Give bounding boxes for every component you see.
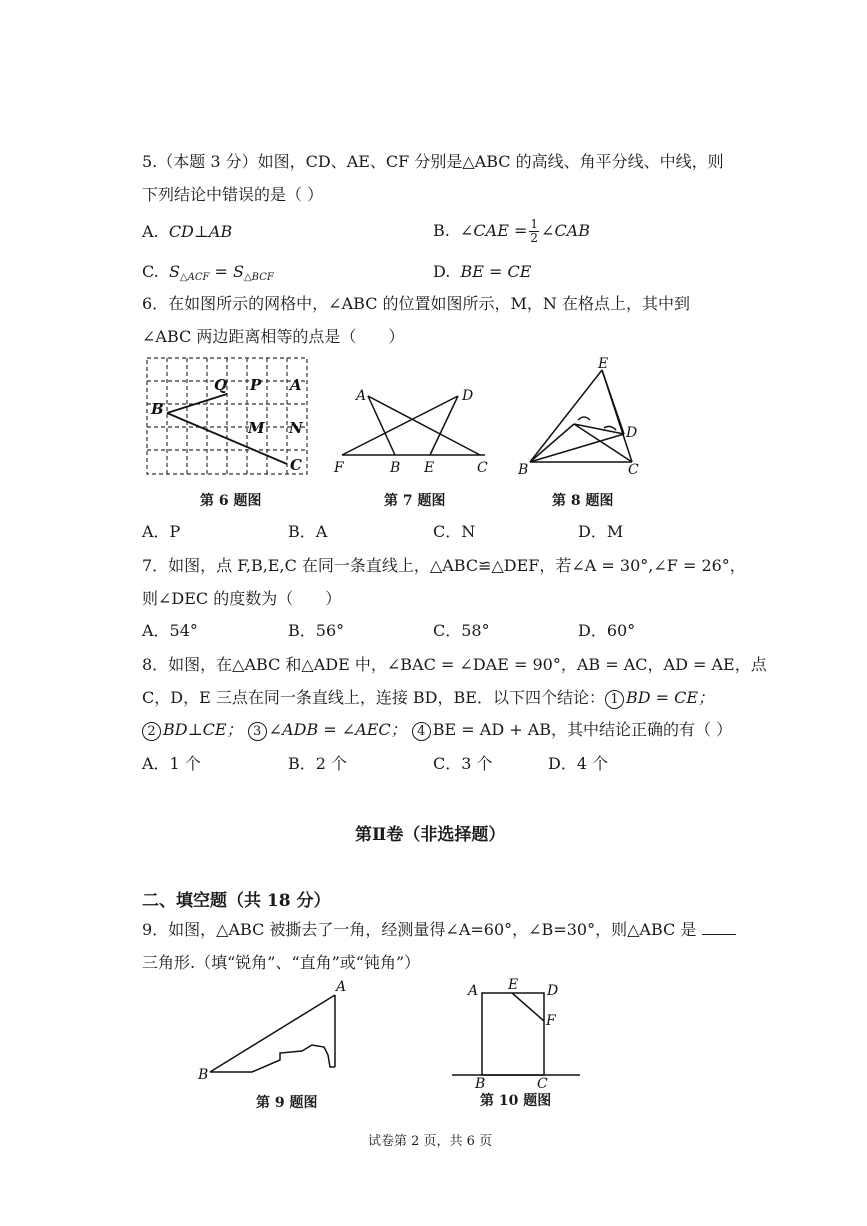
- fig10-label-f: F: [546, 1013, 556, 1029]
- q8-option-c: C．3 个: [433, 754, 493, 773]
- circled-number-1: 1: [605, 690, 624, 709]
- q8-line1: 8．如图，在△ABC 和△ADE 中，∠BAC = ∠DAE = 90°，AB = AC，AD = AE，点: [142, 655, 767, 674]
- q8-option-a: A．1 个: [142, 754, 201, 773]
- q8-line2: C，D，E 三点在同一条直线上，连接 BD，BE．以下四个结论： 1 BD = CE；: [142, 688, 715, 707]
- section-2-title: 第Ⅱ卷（非选择题）: [355, 825, 506, 845]
- fig8-caption: 第 8 题图: [552, 493, 614, 509]
- fig6-label-q: Q: [214, 376, 228, 394]
- q6-option-b: B．A: [288, 522, 328, 541]
- fig6-label-n: N: [289, 419, 303, 437]
- fraction-one-half: $\frac{1}{2}$: [530, 217, 539, 245]
- q6-line2: ∠ABC 两边距离相等的点是（ ）: [142, 327, 405, 346]
- q8-line3: 2 BD⊥CE； 3 ∠ADB = ∠AEC； 4 BE = AD + AB，其中结论正确的有（ ）: [142, 720, 732, 741]
- q7-line2: 则∠DEC 的度数为（ ）: [142, 589, 342, 608]
- fig6-label-b: B: [151, 400, 164, 418]
- q7-option-c: C．58°: [433, 621, 490, 640]
- fig7-label-d: D: [462, 388, 474, 404]
- q9-line2: 三角形.（填“锐角”、“直角”或“钝角”）: [142, 953, 421, 972]
- fig6-label-a: A: [290, 376, 302, 394]
- part-2-title: 二、填空题（共 18 分）: [142, 891, 331, 911]
- q5-option-a: A. CD⊥AB: [142, 222, 233, 241]
- fig7-caption: 第 7 题图: [384, 493, 446, 509]
- q5-option-c: C. $S_{\triangle ACF} = S_{\triangle BCF}$: [142, 262, 274, 283]
- fig9-caption: 第 9 题图: [256, 1095, 318, 1111]
- q5-line2: 下列结论中错误的是（ ）: [142, 185, 324, 204]
- fig7-label-b: B: [390, 460, 401, 476]
- q5-option-b: B. ∠CAE = $\frac{1}{2}$ ∠CAB: [433, 217, 590, 245]
- q8-option-b: B．2 个: [288, 754, 348, 773]
- q7-option-a: A．54°: [142, 621, 198, 640]
- fig10-label-d: D: [547, 983, 559, 999]
- figure-6-grid: [140, 352, 315, 482]
- figure-9-torn-triangle: [190, 975, 360, 1085]
- q7-option-d: D．60°: [578, 621, 636, 640]
- fig7-label-c: C: [477, 460, 488, 476]
- q6-option-d: D．M: [578, 522, 624, 541]
- q9-line1: 9．如图，△ABC 被撕去了一角，经测量得∠A=60°，∠B=30°，则△ABC 是: [142, 920, 736, 940]
- fig7-label-e: E: [424, 460, 435, 476]
- fig8-label-c: C: [628, 462, 639, 478]
- fig10-caption: 第 10 题图: [480, 1093, 552, 1109]
- fig10-label-c: C: [537, 1076, 548, 1090]
- figure-10-rectangle: [440, 975, 590, 1090]
- fig10-label-e: E: [508, 977, 519, 993]
- q5-option-d: D. BE = CE: [433, 262, 532, 281]
- fig7-label-f: F: [334, 460, 344, 476]
- fig7-label-a: A: [356, 388, 367, 404]
- fig9-label-b: B: [198, 1067, 209, 1083]
- q7-line1: 7．如图，点 F,B,E,C 在同一条直线上，△ABC≌△DEF，若∠A = 30°,∠F = 26°，: [142, 556, 746, 575]
- q5-line1: 5.（本题 3 分）如图，CD、AE、CF 分别是△ABC 的高线、角平分线、中线，则: [142, 152, 724, 171]
- fig9-label-a: A: [336, 979, 347, 995]
- q6-option-a: A．P: [142, 522, 181, 541]
- fig6-label-c: C: [290, 456, 302, 474]
- answer-blank: [702, 920, 736, 935]
- fig6-label-m: M: [248, 419, 265, 437]
- figure-7-triangles: [330, 380, 495, 480]
- fig10-label-a: A: [468, 983, 479, 999]
- circled-number-3: 3: [248, 722, 267, 741]
- page-footer: 试卷第 2 页，共 6 页: [368, 1134, 493, 1149]
- fig8-label-b: B: [518, 462, 529, 478]
- q6-line1: 6．在如图所示的网格中，∠ABC 的位置如图所示，M，N 在格点上，其中到: [142, 294, 690, 313]
- fig8-label-d: D: [626, 425, 638, 441]
- figure-8-triangles: [512, 352, 647, 482]
- fig8-label-e: E: [598, 356, 609, 372]
- q8-option-d: D．4 个: [548, 754, 609, 773]
- circled-number-2: 2: [142, 722, 161, 741]
- q6-option-c: C．N: [433, 522, 476, 541]
- q7-option-b: B．56°: [288, 621, 345, 640]
- circled-number-4: 4: [412, 722, 431, 741]
- fig10-label-b: B: [475, 1076, 486, 1090]
- fig6-caption: 第 6 题图: [200, 493, 262, 509]
- fig6-label-p: P: [250, 376, 262, 394]
